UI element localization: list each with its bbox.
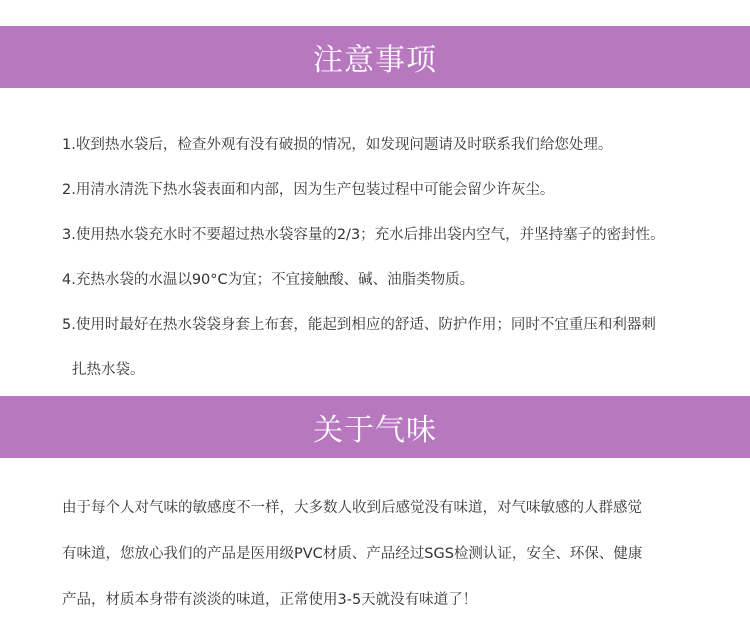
smell-line-1: 由于每个人对气味的敏感度不一样，大多数人收到后感觉没有味道，对气味敏感的人群感觉 bbox=[62, 500, 642, 516]
precaution-item-1: 1.收到热水袋后，检查外观有没有破损的情况，如发现问题请及时联系我们给您处理。 bbox=[62, 137, 613, 153]
precaution-item-2: 2.用清水清洗下热水袋表面和内部，因为生产包装过程中可能会留少许灰尘。 bbox=[62, 182, 555, 198]
precautions-list bbox=[62, 130, 742, 400]
smell-line-2: 有味道，您放心我们的产品是医用级PVC材质、产品经过SGS检测认证，安全、环保、健康 bbox=[62, 546, 643, 562]
precaution-item-3: 3.使用热水袋充水时不要超过热水袋容量的2/3；充水后排出袋内空气，并坚持塞子的密封性。 bbox=[62, 227, 665, 243]
section-title-smell: 关于气味 bbox=[313, 413, 437, 448]
section-title-precautions: 注意事项 bbox=[313, 43, 437, 78]
precaution-item-5-continued: 扎热水袋。 bbox=[72, 362, 145, 378]
section-header-precautions bbox=[0, 26, 750, 88]
smell-line-3: 产品，材质本身带有淡淡的味道，正常使用3-5天就没有味道了！ bbox=[62, 592, 478, 608]
smell-paragraph bbox=[62, 492, 742, 630]
section-header-smell bbox=[0, 396, 750, 458]
precaution-item-4: 4.充热水袋的水温以90°C为宜；不宜接触酸、碱、油脂类物质。 bbox=[62, 272, 475, 288]
precaution-item-5: 5.使用时最好在热水袋袋身套上布套，能起到相应的舒适、防护作用；同时不宜重压和利器刺 bbox=[62, 317, 656, 333]
